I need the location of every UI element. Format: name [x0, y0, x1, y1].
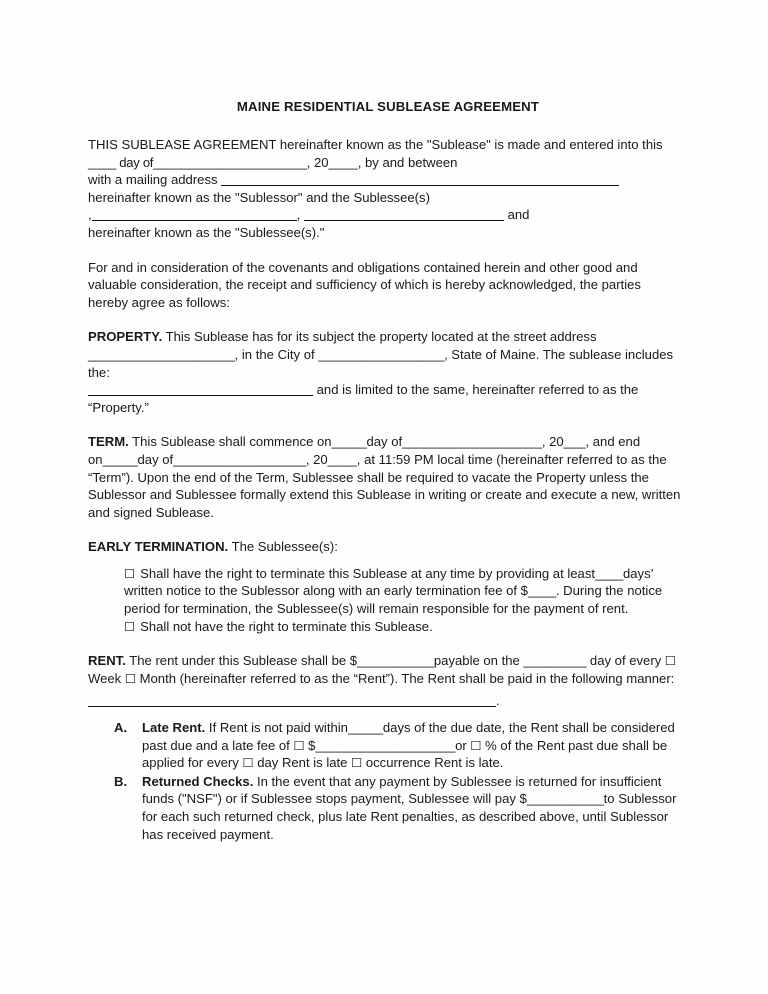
checkbox-icon-percent[interactable]: ☐	[470, 737, 482, 753]
list-item: B. Returned Checks. In the event that any payment by Sublessee is returned for insufficient funds ("NSF") or if Sublessee stops payment, Sublessee will pay $___________to Sublessor for each such returned check, plus late Rent penalties, as described above, until Sublessor has received payment.	[114, 773, 677, 842]
early-termination-option-1[interactable]: ☐ Shall have the right to terminate this Sublease at any time by providing at least____days’ written notice to the Sublessor along with an early termination fee of $____. During the notice period for termination, the Sublessee(s) will remain responsible for the payment of rent.	[124, 565, 663, 617]
property-includes-line: and is limited to the same, hereinafter referred to as the “Property.”	[88, 382, 639, 415]
list-marker: A.	[114, 720, 128, 736]
page-title: MAINE RESIDENTIAL SUBLEASE AGREEMENT	[236, 99, 540, 114]
intro-day-blank: ____ day of	[88, 154, 154, 170]
checkbox-icon-per-occurrence[interactable]: ☐	[351, 755, 363, 771]
intro-line-5: , , and	[88, 207, 530, 223]
rent-amount-blank: ___________	[357, 653, 434, 669]
late-fee-amount-blank: ____________________	[315, 737, 456, 753]
list-marker: B.	[114, 773, 128, 789]
checkbox-icon-flat-fee[interactable]: ☐	[293, 737, 305, 753]
spacer	[88, 242, 684, 259]
rent-subitems-list	[88, 719, 684, 843]
intro-year-text: , 20____, by and between	[306, 154, 458, 170]
mailing-address-blank	[221, 173, 619, 186]
property-includes-blank	[88, 383, 313, 396]
spacer	[88, 710, 684, 719]
term-end-day-blank: _____	[102, 451, 138, 467]
late-rent-days-blank: _____	[347, 720, 383, 736]
spacer	[88, 521, 684, 538]
spacer	[0, 114, 768, 136]
property-city-blank: __________________	[318, 346, 445, 362]
early-termination-heading: EARLY TERMINATION.	[88, 539, 229, 555]
rent-heading: RENT.	[88, 653, 126, 669]
term-start-month-blank: ____________________	[402, 434, 542, 450]
spacer	[88, 416, 684, 433]
nsf-fee-blank: ___________	[526, 791, 604, 807]
rent-manner-blank	[88, 694, 496, 707]
property-address-blank: _____________________	[88, 346, 235, 362]
early-termination-option-2[interactable]: ☐ Shall not have the right to terminate this Sublease.	[124, 618, 433, 634]
intro-line-3: with a mailing address	[88, 171, 684, 189]
notice-days-blank: ____	[595, 565, 623, 581]
checkbox-icon-month[interactable]: ☐	[124, 670, 136, 686]
spacer	[88, 635, 684, 652]
early-termination-section: EARLY TERMINATION. The Sublessee(s):	[88, 539, 338, 555]
property-section: PROPERTY. This Sublease has for its subject the property located at the street address _____________________, in the City of __________________, State of Maine. The sublease includes the:	[88, 329, 674, 380]
spacer	[88, 311, 684, 328]
sublessee-name-blank-1	[92, 208, 297, 221]
checkbox-icon[interactable]: ☐	[124, 618, 136, 634]
term-start-day-blank: _____	[331, 434, 367, 450]
term-heading: TERM.	[88, 434, 129, 450]
spacer	[88, 556, 684, 565]
checkbox-icon[interactable]: ☐	[124, 565, 136, 581]
list-item: A. Late Rent. If Rent is not paid within_____days of the due date, the Rent shall be considered past due and a late fee of ☐ $____________________or ☐ % of the Rent past due shall be applied for every ☐ day Rent is late ☐ occurrence Rent is late.	[114, 720, 675, 771]
checkbox-icon-week[interactable]: ☐	[664, 653, 676, 669]
rent-section: RENT. The rent under this Sublease shall be $___________payable on the _________ day of every ☐ Week ☐ Month (hereinafter referred to as the “Rent”). The Rent shall be paid in the following manner:	[88, 653, 676, 686]
term-end-month-blank: ___________________	[173, 451, 306, 467]
property-heading: PROPERTY.	[88, 329, 163, 345]
intro-month-blank: ______________________	[153, 154, 307, 170]
intro-line-2	[88, 154, 684, 172]
term-section: TERM. This Sublease shall commence on_____day of____________________, 20___, and end on_____day of___________________, 20____, at 11:59 PM local time (hereinafter referred to as the “Term”). Upon the end of the Term, Sublessee shall be required to vacate the Property unless the Sublessor and Sublessee formally extend this Sublease in writing or create and execute a new, written and signed Sublease.	[88, 434, 681, 520]
intro-line-6: hereinafter known as the "Sublessee(s)."	[88, 224, 325, 240]
intro-line-4: hereinafter known as the "Sublessor" and the Sublessee(s)	[88, 189, 430, 205]
rent-manner-line: .	[88, 692, 684, 710]
document-body	[88, 136, 684, 843]
intro-line-1: THIS SUBLEASE AGREEMENT hereinafter known as the "Sublease" is made and entered into this	[88, 137, 663, 152]
returned-checks-heading: Returned Checks.	[142, 773, 254, 789]
checkbox-icon-per-day[interactable]: ☐	[242, 755, 254, 771]
consideration-paragraph: For and in consideration of the covenants and obligations contained herein and other good and valuable consideration, the receipt and sufficiency of which is hereby acknowledged, the parties hereby agree as follows:	[88, 259, 641, 310]
late-rent-heading: Late Rent.	[142, 720, 206, 736]
sublessee-name-blank-2	[304, 208, 504, 221]
termination-fee-blank: ____	[527, 583, 556, 599]
rent-due-day-blank: _________	[523, 653, 587, 669]
